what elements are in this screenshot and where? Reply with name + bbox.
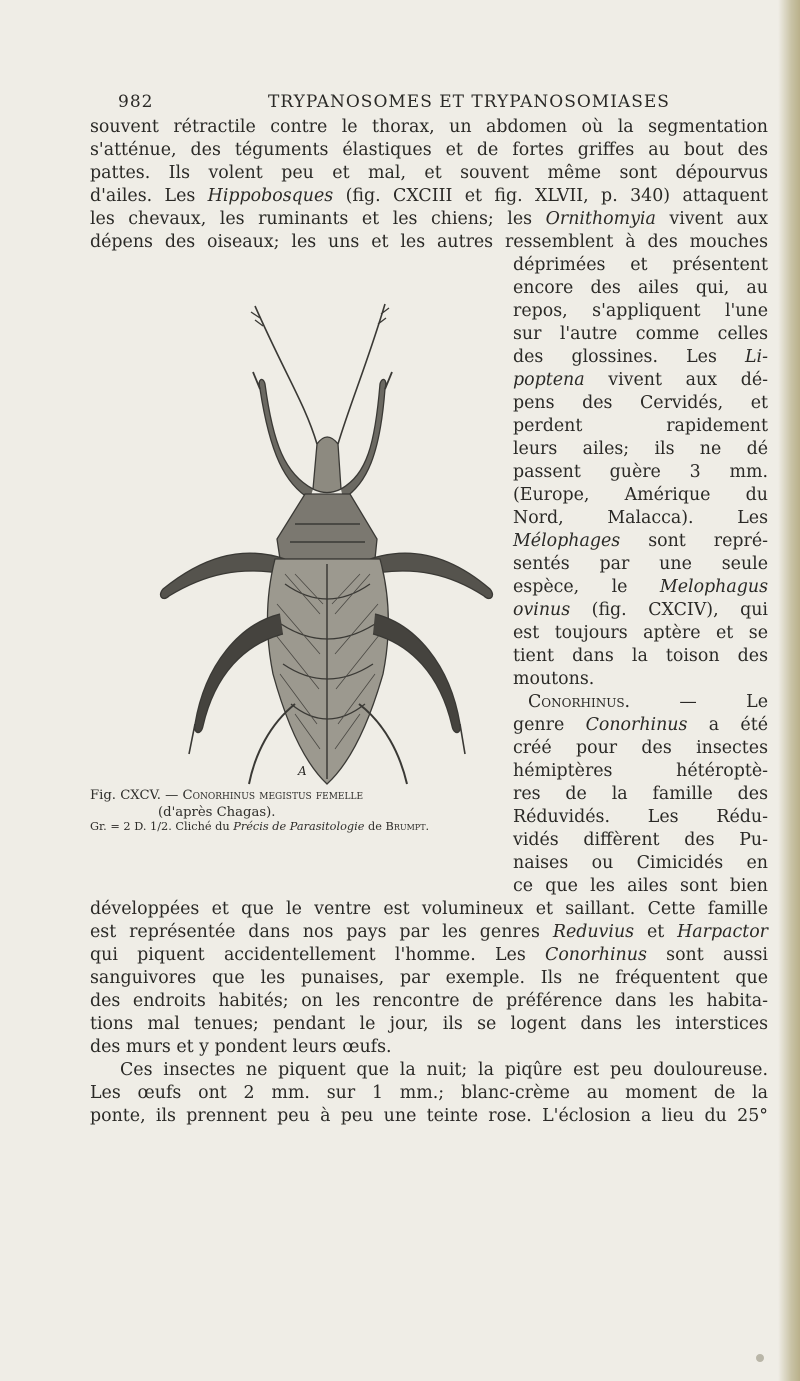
figure-corner-mark: A xyxy=(298,764,307,778)
text-line: naises ou Cimicidés en xyxy=(513,853,768,873)
text-line: est représentée dans nos pays par les genres Reduvius et Harpactor xyxy=(90,922,768,942)
section-heading: Conorhinus. — Le xyxy=(528,692,768,712)
text-line: s'atténue, des téguments élastiques et de fortes griffes au bout des xyxy=(90,140,768,160)
running-head xyxy=(118,92,698,114)
text-line: repos, s'appliquent l'une xyxy=(513,301,768,321)
conorhinus-illustration xyxy=(145,284,510,792)
text-line: ovinus (fig. CXCIV), qui xyxy=(513,600,768,620)
text-line: espèce, le Melophagus xyxy=(513,577,768,597)
text-line: développées et que le ventre est volumineux et saillant. Cette famille xyxy=(90,899,768,919)
text-line: qui piquent accidentellement l'homme. Les Conorhinus sont aussi xyxy=(90,945,768,965)
text-line: tions mal tenues; pendant le jour, ils se logent dans les interstices xyxy=(90,1014,768,1034)
text-line: les chevaux, les ruminants et les chiens; les Ornithomyia vivent aux xyxy=(90,209,769,229)
text-line: des glossines. Les Li- xyxy=(513,347,768,367)
text-line: perdent rapidement xyxy=(513,416,768,436)
text-line: Nord, Malacca). Les xyxy=(513,508,768,528)
text-line: Les œufs ont 2 mm. sur 1 mm.; blanc-crème au moment de la xyxy=(90,1083,768,1103)
page-edge-shadow xyxy=(778,0,800,1381)
text-line: genre Conorhinus a été xyxy=(513,715,769,735)
text-line: sanguivores que les punaises, par exemple. Ils ne fréquentent que xyxy=(90,968,768,988)
text-line: des murs et y pondent leurs œufs. xyxy=(90,1037,392,1057)
text-line: déprimées et présentent xyxy=(513,255,768,275)
text-line: des endroits habités; on les rencontre de préférence dans les habita- xyxy=(90,991,768,1011)
text-line: créé pour des insectes xyxy=(513,738,768,758)
text-line: pens des Cervidés, et xyxy=(513,393,768,413)
text-line: Réduvidés. Les Rédu- xyxy=(513,807,768,827)
text-line: hémiptères hétéroptè- xyxy=(513,761,768,781)
text-line: tient dans la toison des xyxy=(513,646,768,666)
page-number: 982 xyxy=(118,92,154,112)
text-line: souvent rétractile contre le thorax, un abdomen où la segmentation xyxy=(90,117,768,137)
text-line: ce que les ailes sont bien xyxy=(513,876,768,896)
running-title: TRYPANOSOMES ET TRYPANOSOMIASES xyxy=(268,92,670,112)
text-line: d'ailes. Les Hippobosques (fig. CXCIII et fig. XLVII, p. 340) attaquent xyxy=(90,186,768,206)
ink-spot xyxy=(756,1354,764,1362)
text-line: passent guère 3 mm. xyxy=(513,462,768,482)
text-line: leurs ailes; ils ne dé xyxy=(513,439,768,459)
text-line: Ces insectes ne piquent que la nuit; la piqûre est peu douloureuse. xyxy=(120,1060,768,1080)
text-line: Mélophages sont repré- xyxy=(513,531,768,551)
text-line: poptena vivent aux dé- xyxy=(513,370,768,390)
text-line: sentés par une seule xyxy=(513,554,768,574)
text-line: encore des ailes qui, au xyxy=(513,278,768,298)
text-line: moutons. xyxy=(513,669,595,689)
text-line: ponte, ils prennent peu à peu une teinte rose. L'éclosion a lieu du 25° xyxy=(90,1106,768,1126)
figure-source: Gr. = 2 D. 1/2. Cliché du Précis de Parasitologie de Brumpt. xyxy=(90,820,430,833)
text-line: pattes. Ils volent peu et mal, et souvent même sont dépourvus xyxy=(90,163,768,183)
text-line: dépens des oiseaux; les uns et les autres ressemblent à des mouches xyxy=(90,232,768,252)
figure-caption: Fig. CXCV. — Conorhinus megistus femelle xyxy=(90,788,364,803)
text-line: res de la famille des xyxy=(513,784,768,804)
figure-credit: (d'après Chagas). xyxy=(158,805,276,820)
text-line: vidés diffèrent des Pu- xyxy=(513,830,768,850)
text-line: est toujours aptère et se xyxy=(513,623,768,643)
text-line: sur l'autre comme celles xyxy=(513,324,768,344)
text-line: (Europe, Amérique du xyxy=(513,485,768,505)
